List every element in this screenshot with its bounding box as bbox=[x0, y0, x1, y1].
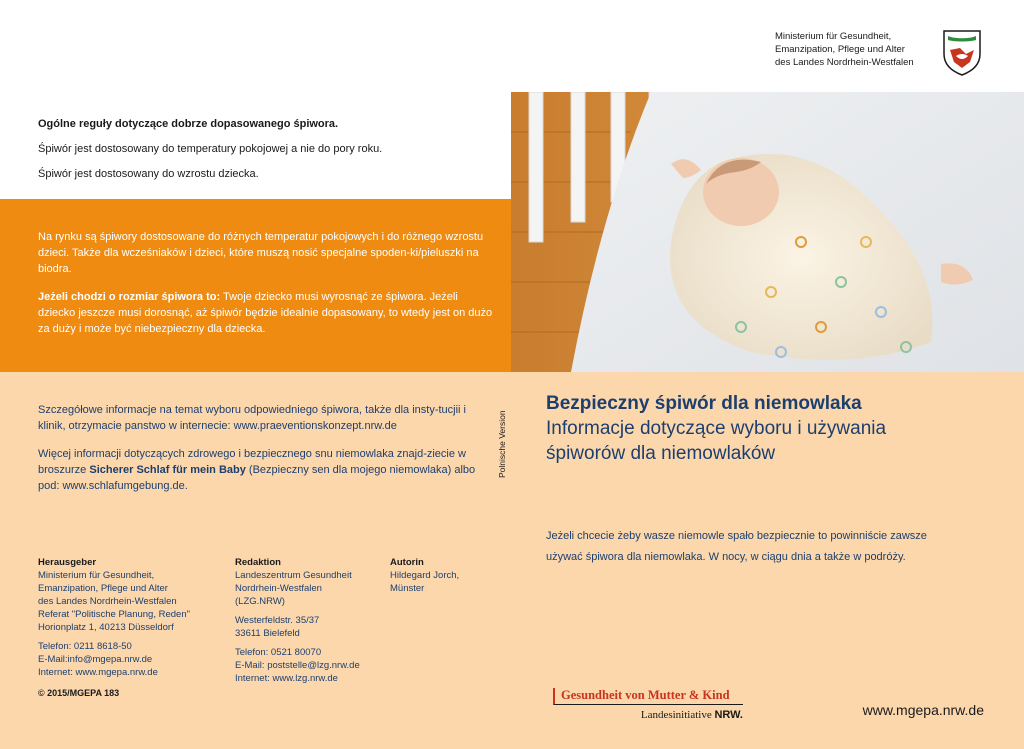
more-info-text: Więcej informacji dotyczących zdrowego i bezpiecznego snu niemowlaka znajd-ziecie w broszurze bbox=[38, 448, 466, 476]
imprint-line: Internet: www.lzg.nrw.de bbox=[235, 673, 338, 684]
imprint-line: Telefon: 0521 80070 bbox=[235, 647, 322, 658]
orange-paragraph: Na rynku są śpiwory dostosowane do różnych temperatur pokojowych i do różnego wzrostu dzieci. Także dla wcześniaków i dzieci, które muszą nosić specjalne spoden-ki/pieluszki na biodra. bbox=[38, 231, 484, 275]
imprint-line: Landeszentrum Gesundheit bbox=[235, 570, 352, 581]
imprint-line: 33611 Bielefeld bbox=[235, 628, 300, 639]
imprint-author bbox=[390, 556, 500, 601]
imprint-block bbox=[390, 569, 500, 595]
size-text: Twoje dziecko musi wyrosnąć ze śpiwora. Jeżeli dziecko jeszcze musi dorosnąć, aż śpiwór będzie idealnie dopasowany, to wtedy jest on dużo za duży i może być niebezpieczny dla dziecka. bbox=[38, 291, 493, 335]
ministry-line: Emanzipation, Pflege und Alter bbox=[775, 44, 905, 55]
imprint-line: Horionplatz 1, 40213 Düsseldorf bbox=[38, 622, 174, 633]
initiative-sub-text: Landesinitiative bbox=[640, 709, 715, 721]
initiative-nrw: NRW. bbox=[714, 709, 743, 721]
imprint-block bbox=[38, 640, 218, 679]
website-link[interactable]: www.mgepa.nrw.de bbox=[862, 702, 984, 718]
imprint-block bbox=[235, 646, 385, 685]
imprint-label: Herausgeber bbox=[38, 557, 97, 568]
imprint-line: Ministerium für Gesundheit, bbox=[38, 570, 155, 581]
initiative-name: Gesundheit von Mutter & Kind bbox=[553, 688, 743, 705]
version-label bbox=[497, 400, 511, 480]
imprint-line: Telefon: 0211 8618-50 bbox=[38, 641, 132, 652]
ministry-name bbox=[775, 30, 935, 69]
rule-text: Śpiwór jest dostosowany do wzrostu dziecka. bbox=[38, 168, 259, 180]
imprint-block bbox=[38, 569, 218, 634]
orange-paragraph bbox=[38, 289, 493, 337]
initiative-logo bbox=[553, 688, 743, 721]
imprint-line: Nordrhein-Westfalen bbox=[235, 583, 322, 594]
more-info-paragraph: Szczegółowe informacje na temat wyboru odpowiedniego śpiwora, także dla insty-tucjii i klinik, otrzymacie panstwo w internecie: www.praeventionskonzept.nrw.de bbox=[38, 404, 466, 432]
general-rules bbox=[38, 118, 498, 193]
main-title: Bezpieczny śpiwór dla niemowlaka bbox=[546, 393, 862, 414]
imprint-line: Münster bbox=[390, 583, 425, 594]
ministry-line: des Landes Nordrhein-Westfalen bbox=[775, 57, 914, 68]
imprint-block bbox=[235, 569, 385, 608]
imprint-publisher bbox=[38, 556, 218, 685]
orange-panel-text bbox=[38, 229, 493, 349]
more-info-text: (Bezpieczny sen dla mojego niemowlaka) albo pod: www.schlafumgebung.de. bbox=[38, 464, 476, 492]
imprint-line: E-Mail: poststelle@lzg.nrw.de bbox=[235, 660, 360, 671]
imprint-line: Emanzipation, Pflege und Alter bbox=[38, 583, 168, 594]
more-info-paragraph bbox=[38, 446, 478, 494]
rules-heading: Ogólne reguły dotyczące dobrze dopasowanego śpiwora. bbox=[38, 118, 339, 130]
intro-line: Jeżeli chcecie żeby wasze niemowle spało bezpiecznie to powinniście zawsze bbox=[546, 530, 927, 542]
imprint-line: E-Mail:info@mgepa.nrw.de bbox=[38, 654, 153, 665]
brochure-title-block bbox=[546, 392, 986, 466]
imprint-line: des Landes Nordrhein-Westfalen bbox=[38, 596, 177, 607]
subtitle-line: śpiworów dla niemowlaków bbox=[546, 443, 776, 464]
imprint-editor bbox=[235, 556, 385, 691]
imprint-line: Internet: www.mgepa.nrw.de bbox=[38, 667, 158, 678]
version-text: Polnische Version bbox=[497, 410, 507, 478]
brochure-title: Sicherer Schlaf für mein Baby bbox=[89, 464, 246, 476]
initiative-sub bbox=[553, 709, 743, 721]
imprint-label: Autorin bbox=[390, 557, 424, 568]
subtitle-line: Informacje dotyczące wyboru i używania bbox=[546, 418, 887, 439]
baby-photo bbox=[511, 92, 1024, 372]
imprint-label: Redaktion bbox=[235, 557, 281, 568]
imprint-line: Westerfeldstr. 35/37 bbox=[235, 615, 320, 626]
imprint-line: (LZG.NRW) bbox=[235, 596, 285, 607]
imprint-block bbox=[235, 614, 385, 640]
copyright: © 2015/MGEPA 183 bbox=[38, 688, 120, 698]
intro-text bbox=[546, 526, 966, 568]
imprint-line: Hildegard Jorch, bbox=[390, 570, 460, 581]
intro-line: używać śpiwora dla niemowlaka. W nocy, w ciągu dnia a także w podróży. bbox=[546, 551, 906, 563]
rule-text: Śpiwór jest dostosowany do temperatury pokojowej a nie do pory roku. bbox=[38, 143, 383, 155]
imprint-line: Referat "Politische Planung, Reden" bbox=[38, 609, 190, 620]
more-info bbox=[38, 402, 478, 506]
ministry-line: Ministerium für Gesundheit, bbox=[775, 31, 892, 42]
size-label: Jeżeli chodzi o rozmiar śpiwora to: bbox=[38, 291, 221, 303]
nrw-coat-of-arms-icon bbox=[940, 28, 984, 76]
